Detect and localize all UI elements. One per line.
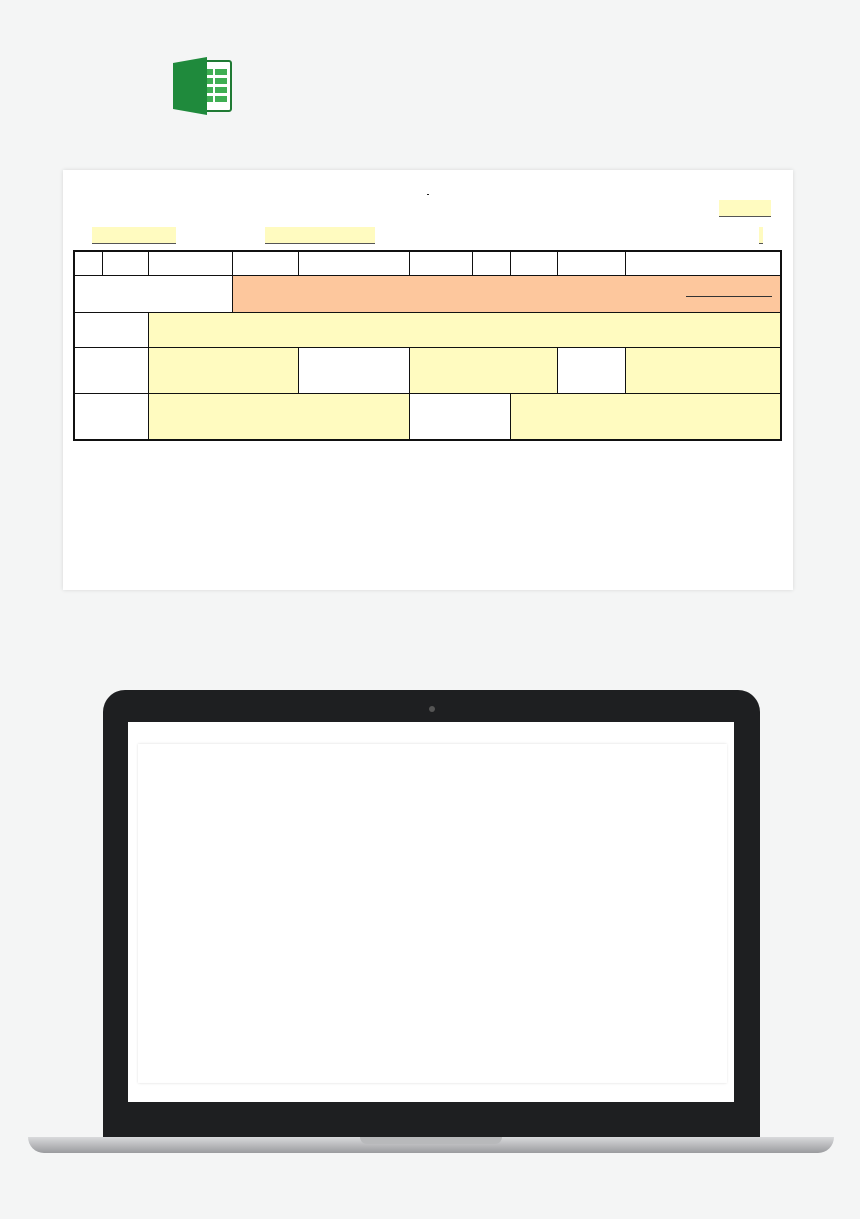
sales-manager-label — [557, 348, 625, 394]
form-preview-main — [63, 170, 793, 590]
outbound-table — [73, 250, 782, 441]
form-number — [715, 200, 775, 217]
column-header — [472, 251, 510, 276]
finance-manager-field[interactable] — [148, 394, 409, 441]
column-header — [102, 251, 148, 276]
salesman-label — [74, 348, 148, 394]
column-header — [148, 251, 232, 276]
outbound-type — [88, 227, 176, 244]
total-amount-field[interactable] — [232, 276, 781, 313]
warehouse — [261, 227, 375, 244]
outbound-date — [755, 227, 763, 244]
column-header — [625, 251, 781, 276]
salesman-field[interactable] — [148, 348, 298, 394]
column-header — [510, 251, 557, 276]
remark-label — [74, 313, 148, 348]
form-preview-laptop — [138, 744, 727, 1083]
keeper-label — [298, 348, 409, 394]
remark-field[interactable] — [148, 313, 781, 348]
keeper-field[interactable] — [409, 348, 557, 394]
column-header — [232, 251, 298, 276]
column-header — [298, 251, 409, 276]
form-title — [63, 174, 793, 194]
gm-field[interactable] — [510, 394, 781, 441]
outbound-type-field[interactable] — [92, 227, 176, 244]
camera-icon — [429, 706, 435, 712]
total-label — [74, 276, 232, 313]
warehouse-field[interactable] — [265, 227, 375, 244]
excel-icon — [171, 55, 233, 117]
column-header — [409, 251, 472, 276]
column-header — [557, 251, 625, 276]
outbound-date-field[interactable] — [759, 227, 763, 244]
feature-tags — [276, 102, 340, 123]
finance-manager-label — [74, 394, 148, 441]
laptop-notch — [360, 1137, 502, 1144]
laptop-screen — [128, 722, 734, 1102]
gm-label — [409, 394, 510, 441]
form-number-field[interactable] — [719, 200, 771, 217]
column-header — [74, 251, 102, 276]
sales-manager-field[interactable] — [625, 348, 781, 394]
